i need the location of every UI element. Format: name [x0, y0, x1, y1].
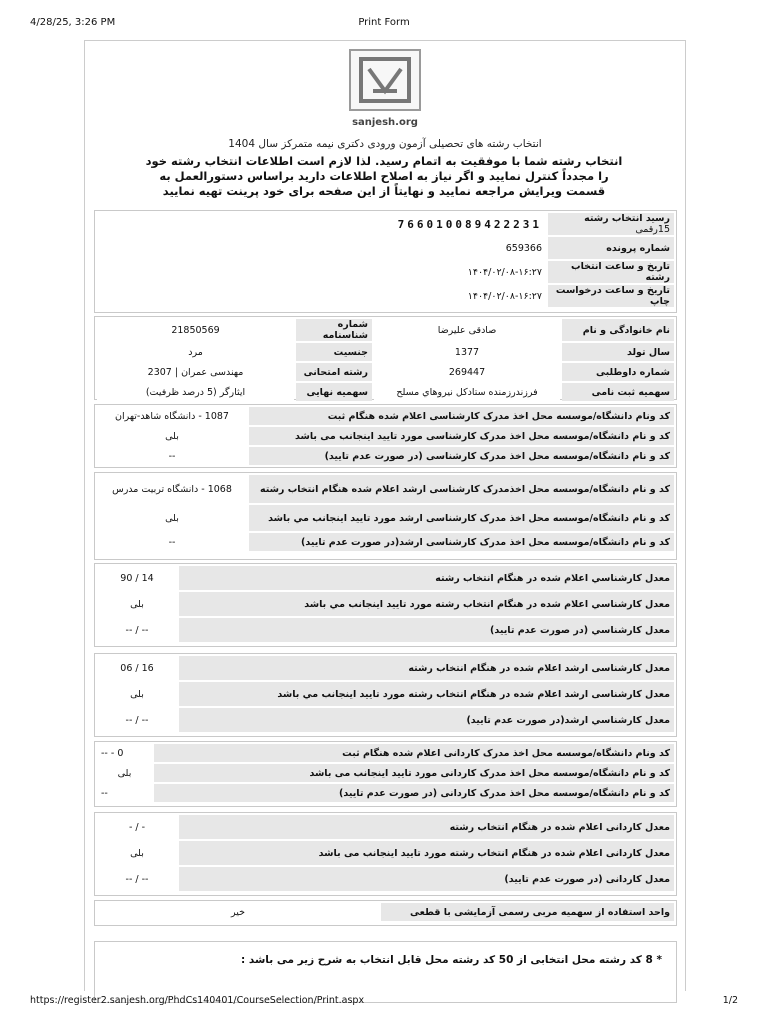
teacher-quota-value: خیر [97, 903, 379, 921]
master-uni-alt-value: -- [97, 533, 247, 551]
bachelor-uni-confirmed-label: کد و نام دانشگاه/موسسه محل اخذ مدرک کارشناسی مورد تایید اینجانب می باشد [249, 427, 674, 445]
file-no-label: شماره پرونده [548, 237, 674, 259]
bachelor-uni-declared-label: کد ونام دانشگاه/موسسه محل اخذ مدرک کارشناسی اعلام شده هنگام ثبت [249, 407, 674, 425]
teacher-quota-label: واحد استفاده از سهمیه مربی رسمی آزمایشی با قطعی [381, 903, 674, 921]
receipt-label: رسید انتخاب رشته 15رقمی [548, 213, 674, 235]
applicant-no-value: 269447 [374, 363, 560, 381]
master-gpa-declared-label: معدل کارشناسی ارشد اعلام شده در هنگام انتخاب رشته [179, 656, 674, 680]
master-gpa-confirmed-label: معدل کارشناسی ارشد اعلام شده در هنگام انتخاب رشته مورد تایید اینجانب مي باشد [179, 682, 674, 706]
master-uni-confirmed-value: بلی [97, 505, 247, 531]
sanjesh-logo [349, 49, 421, 111]
gender-value: مرد [97, 343, 294, 361]
selected-codes-box [94, 941, 677, 1003]
bachelor-uni-alt-label: کد و نام دانشگاه/موسسه محل اخذ مدرک کارشناسی (در صورت عدم تایید) [249, 447, 674, 465]
associate-gpa-alt-label: معدل کاردانی (در صورت عدم تایید) [179, 867, 674, 891]
id-label: شماره شناسنامه [296, 319, 372, 341]
id-value: 21850569 [97, 319, 294, 341]
associate-gpa-confirmed-value: بلی [97, 841, 177, 865]
logo-caption: sanjesh.org [352, 117, 418, 128]
print-title: Print Form [358, 17, 410, 28]
associate-uni-alt-value: -- [97, 784, 152, 802]
bachelor-uni-confirmed-value: بلی [97, 427, 247, 445]
receipt-section [94, 210, 677, 313]
name-label: نام خانوادگی و نام [562, 319, 674, 341]
quota-registered-value: فرزندرزمنده ستادکل نیروهاي مسلح [374, 383, 560, 401]
bachelor-gpa-declared-value: 14 / 90 [97, 566, 177, 590]
associate-uni-alt-label: کد و نام دانشگاه/موسسه محل اخذ مدرک کاردانی (در صورت عدم تایید) [154, 784, 674, 802]
name-value: صادقی علیرضا [374, 319, 560, 341]
selected-codes-note: * 8 کد رشته محل انتخابی از 50 کد رشته محل قابل انتخاب به شرح زیر می باشد : [241, 954, 662, 966]
birth-year-label: سال تولد [562, 343, 674, 361]
master-uni-alt-label: کد و نام دانشگاه/موسسه محل اخذ مدرک کارشناسی ارشد(در صورت عدم تایید) [249, 533, 674, 551]
bachelor-gpa-alt-label: معدل کارشناسي (در صورت عدم تایید) [179, 618, 674, 642]
gender-label: جنسیت [296, 343, 372, 361]
associate-gpa-section [94, 812, 677, 896]
browser-print-header [0, 17, 768, 31]
master-university-section [94, 472, 677, 560]
quota-final-label: سهمیه نهایی [296, 383, 372, 401]
bachelor-gpa-section [94, 563, 677, 647]
master-gpa-alt-value: -- / -- [97, 708, 177, 732]
master-uni-declared-label: کد و نام دانشگاه/موسسه محل اخذمدرک کارشناسی ارشد اعلام شده هنگام انتخاب رشته [249, 475, 674, 503]
file-no-value: 659366 [97, 237, 546, 259]
personal-info-section [94, 316, 677, 400]
exam-major-value: مهندسی عمران | 2307 [97, 363, 294, 381]
associate-university-section [94, 741, 677, 807]
bachelor-university-section [94, 404, 677, 468]
selection-datetime-label: تاریخ و ساعت انتخاب رشته [548, 261, 674, 283]
quota-registered-label: سهمیه ثبت نامی [562, 383, 674, 401]
bachelor-gpa-alt-value: -- / -- [97, 618, 177, 642]
bachelor-gpa-declared-label: معدل کارشناسي اعلام شده در هنگام انتخاب رشته [179, 566, 674, 590]
master-uni-declared-value: 1068 - دانشگاه تربیت مدرس [97, 475, 247, 503]
associate-gpa-declared-label: معدل کاردانی اعلام شده در هنگام انتخاب رشته [179, 815, 674, 839]
page-counter: 1/2 [722, 995, 738, 1006]
master-gpa-alt-label: معدل کارشناسي ارشد(در صورت عدم تایید) [179, 708, 674, 732]
birth-year-value: 1377 [374, 343, 560, 361]
bachelor-gpa-confirmed-value: بلی [97, 592, 177, 616]
bachelor-gpa-confirmed-label: معدل کارشناسي اعلام شده در هنگام انتخاب رشته مورد تایید اینجانب مي باشد [179, 592, 674, 616]
bachelor-uni-alt-value: -- [97, 447, 247, 465]
print-date: 4/28/25, 3:26 PM [30, 17, 116, 28]
associate-uni-confirmed-value: بلی [97, 764, 152, 782]
print-form [84, 40, 686, 991]
receipt-value: 766010089422231 [97, 213, 546, 235]
master-gpa-section [94, 653, 677, 737]
bachelor-uni-declared-value: 1087 - دانشگاه شاهد-تهران [97, 407, 247, 425]
master-gpa-confirmed-value: بلی [97, 682, 177, 706]
print-datetime-value: ۱۴۰۴/۰۲/۰۸-۱۶:۲۷ [97, 285, 546, 307]
quota-final-value: ایثارگر (5 درصد ظرفیت) [97, 383, 294, 401]
exam-major-label: رشته امتحانی [296, 363, 372, 381]
exam-title: انتخاب رشته های تحصیلی آزمون ورودی دکتری نیمه متمرکز سال 1404 [228, 138, 542, 150]
master-uni-confirmed-label: کد و نام دانشگاه/موسسه محل اخذ مدرک کارشناسی ارشد مورد تایید اینجانب مي باشد [249, 505, 674, 531]
notice-text: انتخاب رشته شما با موفقیت به اتمام رسید. لذا لازم است اطلاعات انتخاب رشته خود را مجدداً کنترل نمایید و اگر نیاز به اصلاح اطلاعات دارید براساس دستورالعمل به قسمت ویرایش مراجعه نمایید و نهایتاً از این صفحه برای خود پرینت تهیه نمایید [145, 154, 623, 198]
applicant-no-label: شماره داوطلبی [562, 363, 674, 381]
selection-datetime-value: ۱۴۰۴/۰۲/۰۸-۱۶:۲۷ [97, 261, 546, 283]
associate-gpa-confirmed-label: معدل کاردانی اعلام شده در هنگام انتخاب رشته مورد تایید اینجانب می باشد [179, 841, 674, 865]
associate-gpa-alt-value: -- / -- [97, 867, 177, 891]
teacher-quota-section [94, 900, 677, 926]
associate-gpa-declared-value: - / - [97, 815, 177, 839]
associate-uni-declared-label: کد ونام دانشگاه/موسسه محل اخذ مدرک کاردانی اعلام شده هنگام ثبت [154, 744, 674, 762]
print-datetime-label: تاریخ و ساعت درخواست چاپ [548, 285, 674, 307]
print-url: https://register2.sanjesh.org/PhdCs140401/CourseSelection/Print.aspx [30, 995, 365, 1006]
master-gpa-declared-value: 16 / 06 [97, 656, 177, 680]
associate-uni-confirmed-label: کد و نام دانشگاه/موسسه محل اخذ مدرک کاردانی مورد تایید اینجانب می باشد [154, 764, 674, 782]
associate-uni-declared-value: 0 - -- [97, 744, 152, 762]
